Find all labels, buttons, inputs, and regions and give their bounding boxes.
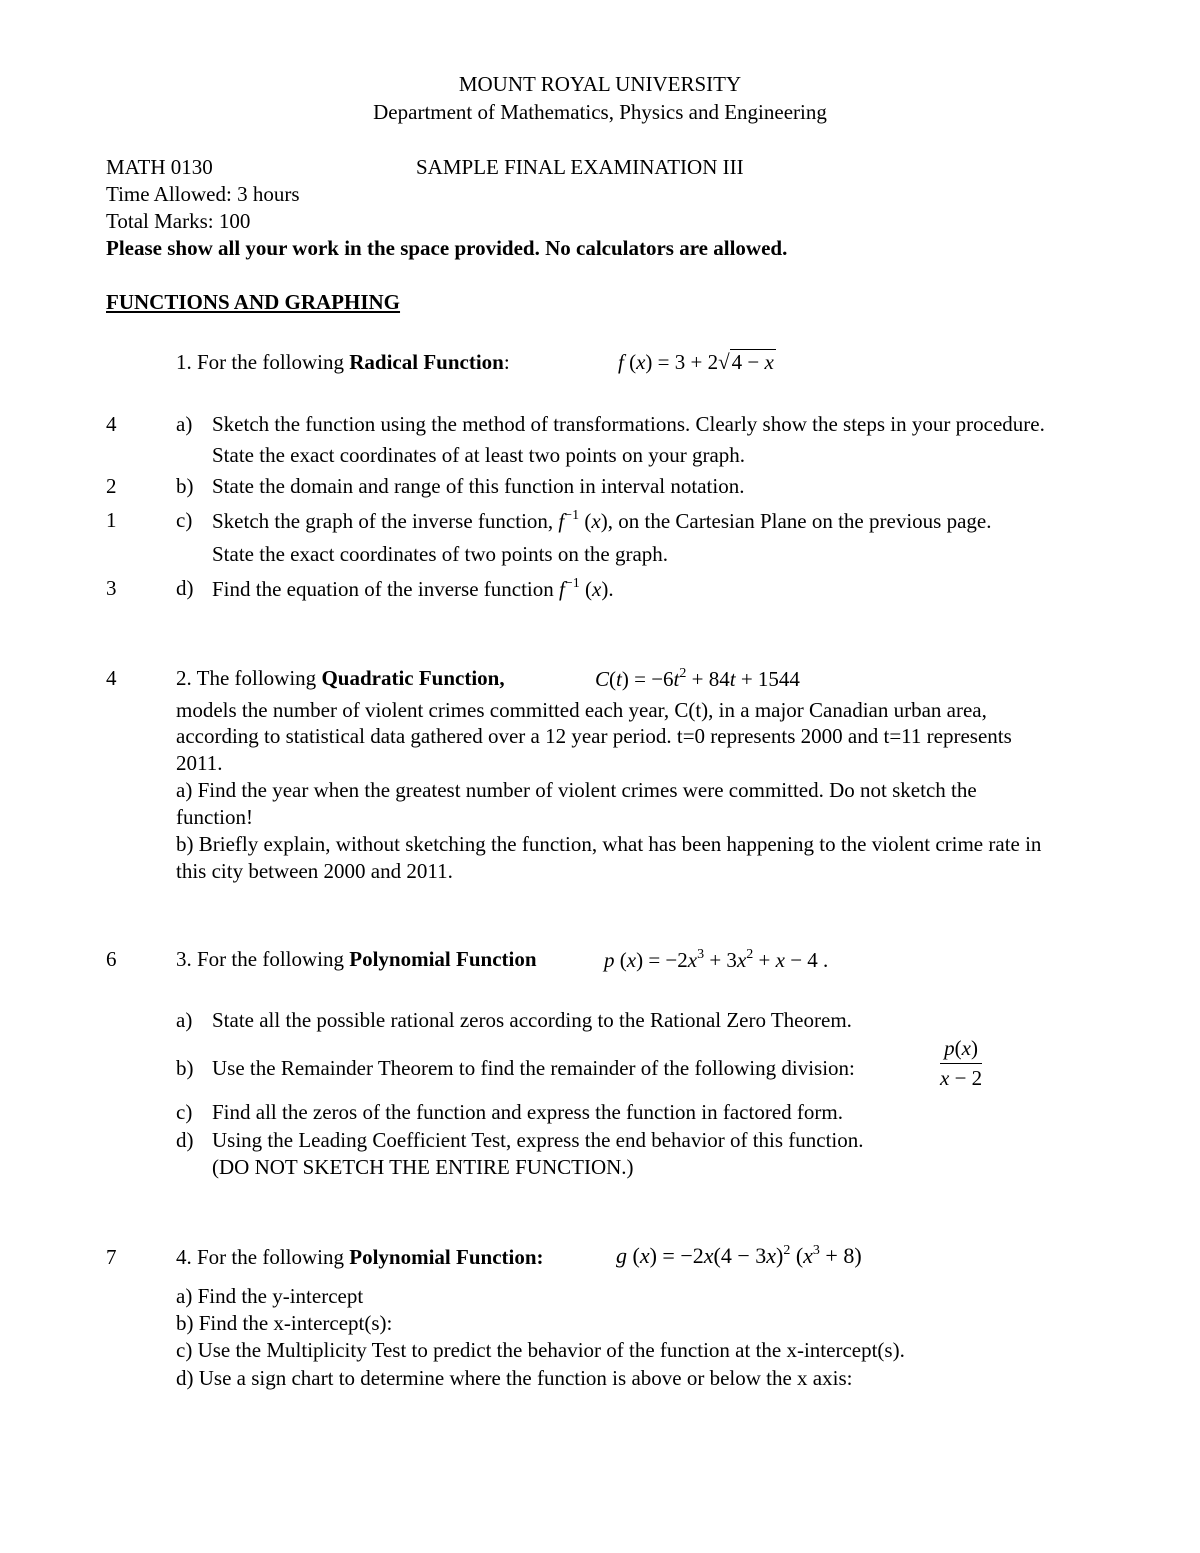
- q4b-text: b) Find the x-intercept(s):: [176, 1311, 393, 1335]
- q3a-text: State all the possible rational zeros according to the Rational Zero Theorem.: [212, 1008, 852, 1032]
- q2-heading: [176, 666, 505, 691]
- q1a-marks: 4: [106, 412, 117, 436]
- q3a-label: a): [176, 1008, 193, 1032]
- q1-colon: :: [503, 350, 510, 374]
- q2-line-4: a) Find the year when the greatest number of violent crimes were committed. Do not sketch the: [176, 778, 977, 802]
- q2-line-3: 2011.: [176, 751, 223, 775]
- q3b-fraction: $\frac{p(x)}{x - 2}$: [940, 1036, 983, 1091]
- q3-bold: Polynomial Function: [349, 947, 537, 971]
- q1-bold: Radical Function: [349, 350, 504, 374]
- q1c-text: [212, 508, 991, 534]
- q4-heading: [176, 1245, 544, 1270]
- q3-lead: 3. For the following: [176, 947, 350, 971]
- q1c-text-after: , on the Cartesian Plane on the previous page.: [607, 509, 992, 533]
- q3b-text: Use the Remainder Theorem to find the remainder of the following division:: [212, 1056, 855, 1080]
- q1a-label: a): [176, 412, 193, 436]
- q2-lead: 2. The following: [176, 666, 322, 690]
- exam-title: SAMPLE FINAL EXAMINATION III: [416, 155, 744, 179]
- q2-formula: $C(t) = -6t^2 + 84t + 1544$: [595, 666, 800, 691]
- q1-lead: 1. For the following: [176, 350, 350, 374]
- q1c-label: c): [176, 508, 193, 532]
- q4-formula: g $(x) = -2x(4 - 3x)^2$ $(x^3 + 8)$: [616, 1243, 862, 1268]
- q2-bold: Quadratic Function,: [321, 666, 505, 690]
- q1b-label: b): [176, 474, 194, 498]
- time-allowed: Time Allowed: 3 hours: [106, 182, 300, 206]
- q3c-label: c): [176, 1100, 193, 1124]
- q3d-text: Using the Leading Coefficient Test, express the end behavior of this function.: [212, 1128, 864, 1152]
- q1c-text2: State the exact coordinates of two points on the graph.: [212, 542, 669, 566]
- q1a-text: Sketch the function using the method of transformations. Clearly show the steps in your procedure.: [212, 412, 1045, 436]
- q1c-text-before: Sketch the graph of the inverse function,: [212, 509, 559, 533]
- q1d-marks: 3: [106, 576, 117, 600]
- q3-heading: [176, 947, 537, 972]
- q4-bold: Polynomial Function:: [349, 1245, 544, 1269]
- q2-marks: 4: [106, 666, 117, 690]
- q1d-text: [212, 576, 614, 602]
- q4-marks: 7: [106, 1245, 117, 1269]
- total-marks: Total Marks: 100: [106, 209, 251, 233]
- q2-line-2: according to statistical data gathered over a 12 year period. t=0 represents 2000 and t=11 represents: [176, 724, 1012, 748]
- university-name: MOUNT ROYAL UNIVERSITY: [458, 72, 742, 96]
- q2-line-5: function!: [176, 805, 253, 829]
- section-title: FUNCTIONS AND GRAPHING: [106, 290, 401, 314]
- q1b-marks: 2: [106, 474, 117, 498]
- q1-heading: [176, 350, 510, 375]
- q1b-text: State the domain and range of this function in interval notation.: [212, 474, 745, 498]
- q2-line-1: models the number of violent crimes committed each year, C(t), in a major Canadian urban area,: [176, 698, 987, 722]
- q1a-text2: State the exact coordinates of at least two points on your graph.: [212, 443, 746, 467]
- q1d-label: d): [176, 576, 194, 600]
- department-name: Department of Mathematics, Physics and Engineering: [373, 100, 827, 124]
- q2-line-6: b) Briefly explain, without sketching the function, what has been happening to the violent crime rate in: [176, 832, 1042, 856]
- q4d-text: d) Use a sign chart to determine where the function is above or below the x axis:: [176, 1366, 853, 1390]
- q1d-text-before: Find the equation of the inverse function: [212, 577, 560, 601]
- q3-formula: p $(x) = -2x^3 + 3x^2 + x - 4$ .: [604, 947, 829, 972]
- q3c-text: Find all the zeros of the function and express the function in factored form.: [212, 1100, 843, 1124]
- q1c-inverse-formula: $f^{-1}$ (x): [558, 508, 608, 533]
- q4-lead: 4. For the following: [176, 1245, 350, 1269]
- q1c-marks: 1: [106, 508, 117, 532]
- q3d-text2: (DO NOT SKETCH THE ENTIRE FUNCTION.): [212, 1155, 634, 1179]
- q3-marks: 6: [106, 947, 117, 971]
- q4a-text: a) Find the y-intercept: [176, 1284, 364, 1308]
- q1d-inverse-formula: $f^{-1}$ (x): [559, 576, 609, 601]
- q1-formula: f (x) = 3 + 2√4 − x: [618, 350, 774, 374]
- q4c-text: c) Use the Multiplicity Test to predict the behavior of the function at the x-intercept(s).: [176, 1338, 905, 1362]
- course-code: MATH 0130: [106, 155, 213, 179]
- q3b-label: b): [176, 1056, 194, 1080]
- instructions: Please show all your work in the space provided. No calculators are allowed.: [106, 236, 788, 260]
- q3d-label: d): [176, 1128, 194, 1152]
- q2-line-7: this city between 2000 and 2011.: [176, 859, 453, 883]
- q1d-text-after: .: [608, 577, 614, 601]
